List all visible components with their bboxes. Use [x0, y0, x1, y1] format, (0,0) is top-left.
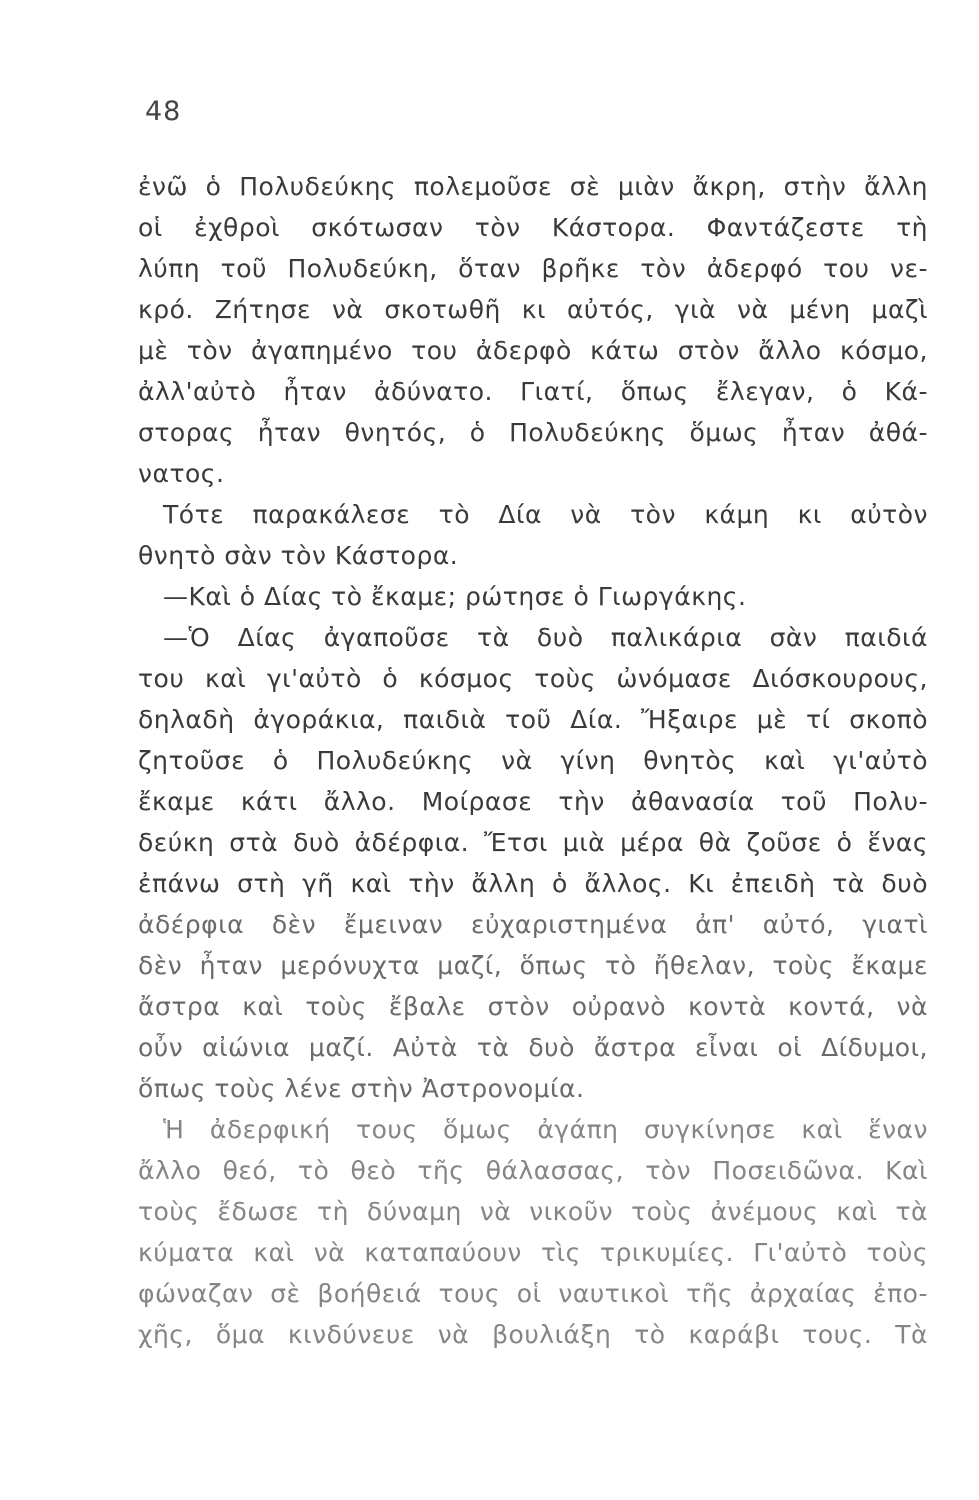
- text-line: ὅπως τοὺς λένε στὴν Ἀστρονομία.: [138, 1074, 585, 1103]
- text-line: ἀλλ'αὐτὸ ἦταν ἀδύνατο. Γιατί, ὅπως ἔλεγαν, ὁ Κά-: [138, 377, 928, 406]
- text-line: οἱ ἐχθροὶ σκότωσαν τὸν Κάστορα. Φαντάζεστε τὴ: [138, 213, 928, 242]
- text-line: νατος.: [138, 459, 225, 488]
- text-line: Ἡ ἀδερφική τους ὅμως ἀγάπη συγκίνησε καὶ ἕναν: [163, 1115, 928, 1144]
- text-line: ἐνῶ ὁ Πολυδεύκης πολεμοῦσε σὲ μιὰν ἄκρη, στὴν ἄλλη: [138, 172, 928, 201]
- text-line: —Ὁ Δίας ἀγαποῦσε τὰ δυὸ παλικάρια σὰν παιδιά: [163, 623, 928, 652]
- text-line: δεύκη στὰ δυὸ ἀδέρφια. Ἔτσι μιὰ μέρα θὰ ζοῦσε ὁ ἕνας: [138, 828, 928, 857]
- text-line: ἄστρα καὶ τοὺς ἔβαλε στὸν οὐρανὸ κοντὰ κοντά, νὰ: [138, 992, 928, 1021]
- text-line: ἐπάνω στὴ γῆ καὶ τὴν ἄλλη ὁ ἄλλος. Κι ἐπειδὴ τὰ δυὸ: [138, 869, 928, 898]
- body-text: [138, 166, 928, 1355]
- text-line: κρό. Ζήτησε νὰ σκοτωθῆ κι αὐτός, γιὰ νὰ μένη μαζὶ: [138, 295, 928, 324]
- text-line: Τότε παρακάλεσε τὸ Δία νὰ τὸν κάμη κι αὐτὸν: [163, 500, 928, 529]
- text-line: —Καὶ ὁ Δίας τὸ ἔκαμε; ρώτησε ὁ Γιωργάκης.: [163, 582, 747, 611]
- text-line: μὲ τὸν ἀγαπημένο του ἀδερφὸ κάτω στὸν ἄλλο κόσμο,: [138, 336, 928, 365]
- text-line: δὲν ἦταν μερόνυχτα μαζί, ὅπως τὸ ἤθελαν, τοὺς ἔκαμε: [138, 951, 928, 980]
- text-line: φώναζαν σὲ βοήθειά τους οἱ ναυτικοὶ τῆς ἀρχαίας ἐπο-: [138, 1279, 928, 1308]
- page-number: 48: [145, 96, 182, 127]
- text-line: χῆς, ὅμα κινδύνευε νὰ βουλιάξη τὸ καράβι τους. Τὰ: [138, 1320, 928, 1349]
- text-line: οὖν αἰώνια μαζί. Αὐτὰ τὰ δυὸ ἄστρα εἶναι οἱ Δίδυμοι,: [138, 1033, 928, 1062]
- text-line: θνητὸ σὰν τὸν Κάστορα.: [138, 541, 459, 570]
- text-line: δηλαδὴ ἀγοράκια, παιδιὰ τοῦ Δία. Ἤξαιρε μὲ τί σκοπὸ: [138, 705, 928, 734]
- text-line: ἀδέρφια δὲν ἔμειναν εὐχαριστημένα ἀπ' αὐτό, γιατὶ: [138, 910, 928, 939]
- text-line: στορας ἦταν θνητός, ὁ Πολυδεύκης ὅμως ἦταν ἀθά-: [138, 418, 928, 447]
- text-line: κύματα καὶ νὰ καταπαύουν τὶς τρικυμίες. Γι'αὐτὸ τοὺς: [138, 1238, 928, 1267]
- text-line: ζητοῦσε ὁ Πολυδεύκης νὰ γίνη θνητὸς καὶ γι'αὐτὸ: [138, 746, 928, 775]
- text-line: τοὺς ἔδωσε τὴ δύναμη νὰ νικοῦν τοὺς ἀνέμους καὶ τὰ: [138, 1197, 928, 1226]
- text-line: του καὶ γι'αὐτὸ ὁ κόσμος τοὺς ὠνόμασε Διόσκουρους,: [138, 664, 928, 693]
- text-line: λύπη τοῦ Πολυδεύκη, ὅταν βρῆκε τὸν ἀδερφό του νε-: [138, 254, 928, 283]
- text-line: ἔκαμε κάτι ἄλλο. Μοίρασε τὴν ἀθανασία τοῦ Πολυ-: [138, 787, 928, 816]
- text-line: ἄλλο θεό, τὸ θεὸ τῆς θάλασσας, τὸν Ποσειδῶνα. Καὶ: [138, 1156, 928, 1185]
